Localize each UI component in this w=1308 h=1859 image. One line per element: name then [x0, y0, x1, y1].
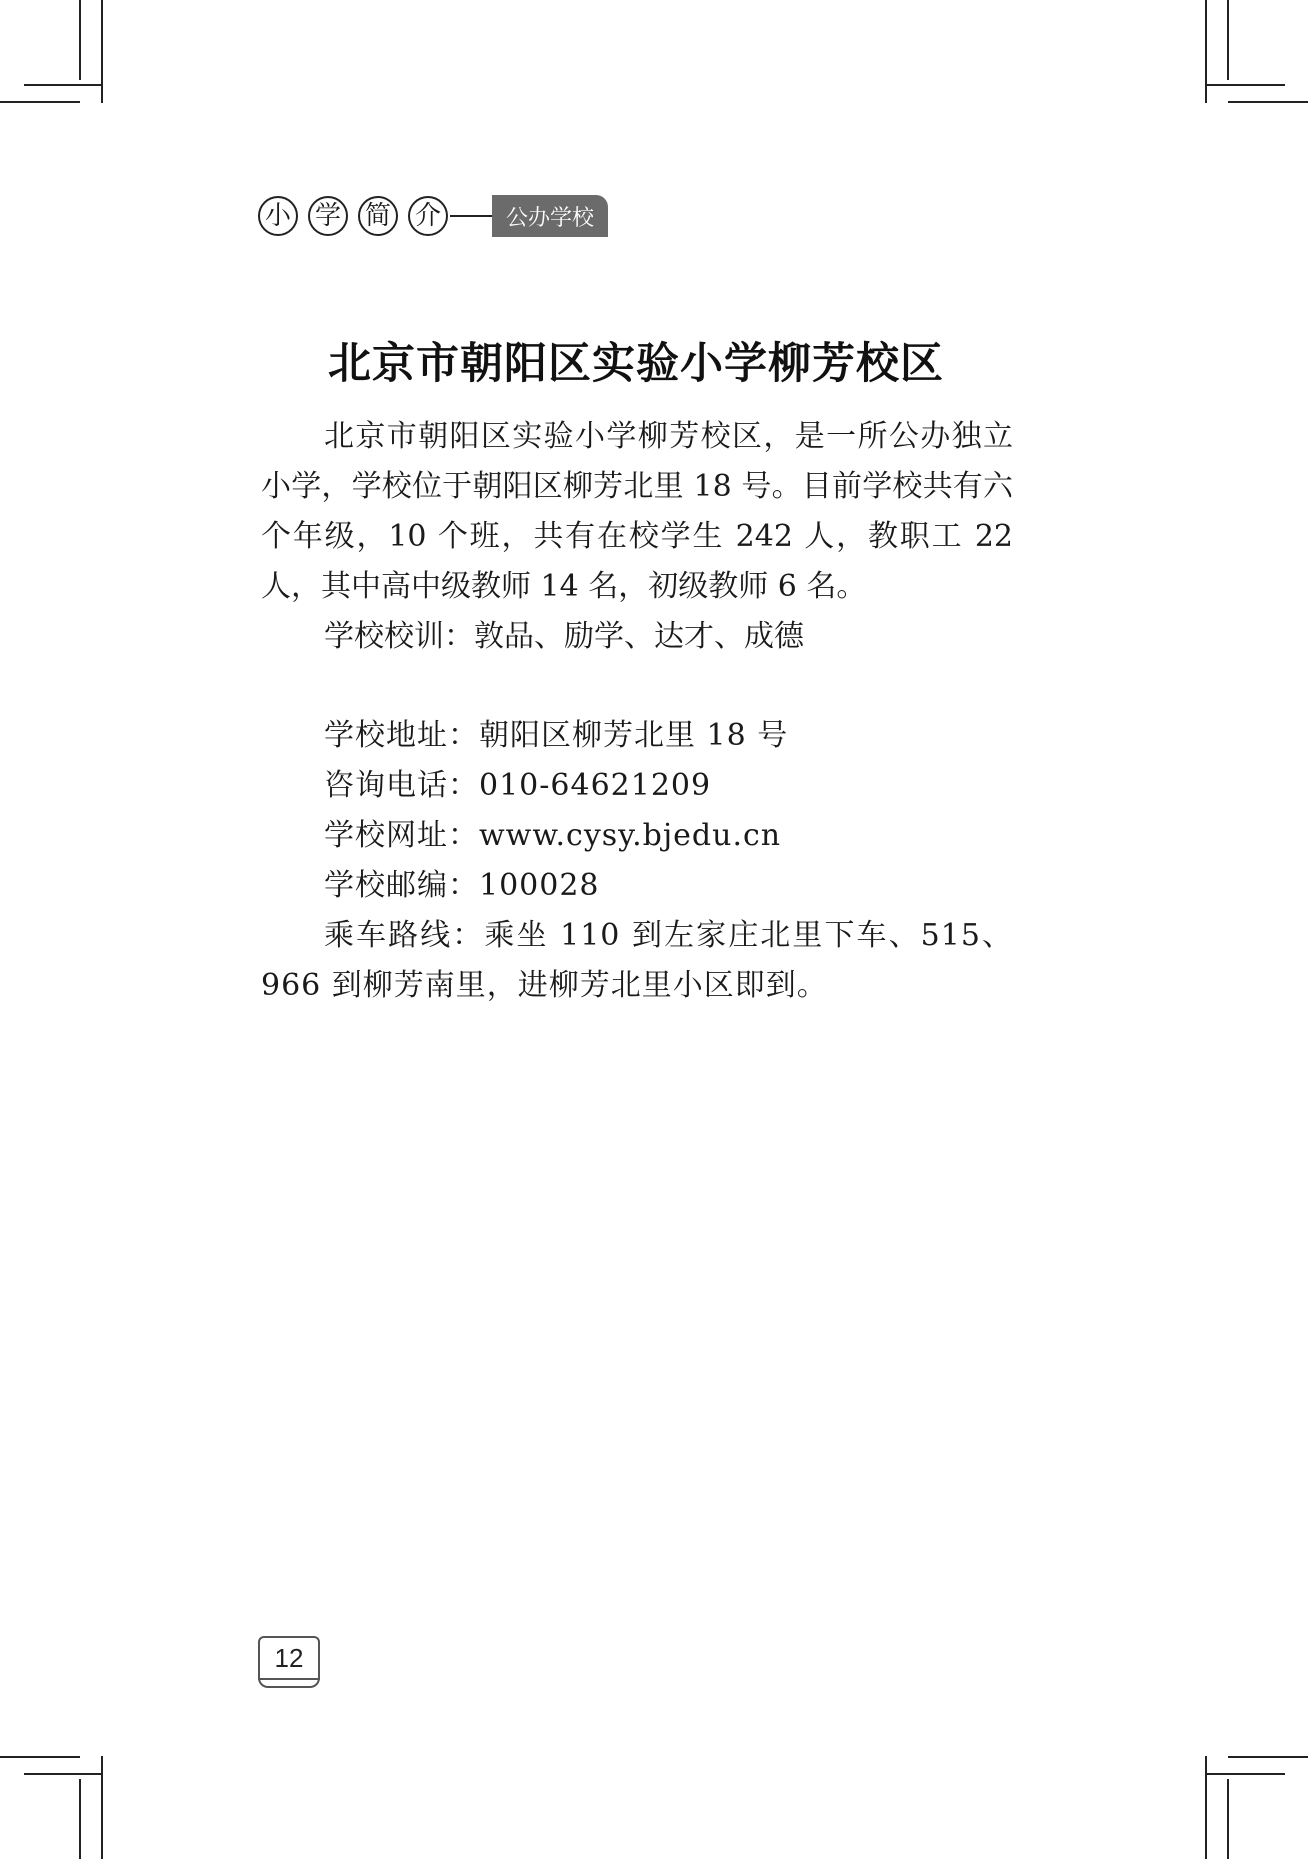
page-number: 12: [258, 1636, 320, 1680]
crop-mark-bottom-right-v: [1205, 1756, 1207, 1859]
article-body: [261, 412, 1013, 1011]
crop-mark-top-right-v2: [1227, 0, 1229, 80]
info-postcode: 学校邮编：100028: [324, 868, 600, 903]
spacer: [261, 662, 1013, 711]
crop-mark-top-right-h2: [1228, 101, 1308, 103]
crop-mark-top-left-h2: [0, 101, 80, 103]
crop-mark-top-right-h: [1205, 84, 1285, 86]
page-number-badge: [258, 1636, 320, 1688]
header-category-tag: 公办学校: [492, 195, 608, 237]
info-phone: 咨询电话：010-64621209: [324, 768, 712, 803]
header-char: 小: [258, 196, 298, 236]
header-char: 介: [408, 196, 448, 236]
header-char: 学: [308, 196, 348, 236]
intro-paragraph: 北京市朝阳区实验小学柳芳校区，是一所公办独立小学，学校位于朝阳区柳芳北里 18 号。目前学校共有六个年级，10 个班，共有在校学生 242 人，教职工 22 人，其中高中级教师 14 名，初级教师 6 名。: [261, 419, 1013, 604]
crop-mark-bottom-right-h: [1205, 1773, 1285, 1775]
crop-mark-top-left-v2: [79, 0, 81, 80]
info-bus-route: 乘车路线：乘坐 110 到左家庄北里下车、515、966 到柳芳南里，进柳芳北里小区即到。: [261, 918, 1013, 1003]
crop-mark-bottom-left-v2: [79, 1779, 81, 1859]
crop-mark-bottom-left-h: [24, 1773, 103, 1775]
crop-mark-bottom-left-h2: [0, 1756, 80, 1758]
crop-mark-top-left-h: [24, 84, 103, 86]
header-char: 简: [358, 196, 398, 236]
crop-mark-top-right-v: [1205, 0, 1207, 103]
crop-mark-bottom-right-h2: [1228, 1756, 1308, 1758]
page-title: 北京市朝阳区实验小学柳芳校区: [328, 339, 944, 389]
section-header: [258, 193, 608, 239]
header-connector-line: [450, 215, 492, 217]
crop-mark-bottom-right-v2: [1227, 1779, 1229, 1859]
crop-mark-top-left-v: [101, 0, 103, 103]
crop-mark-bottom-left-v: [101, 1756, 103, 1859]
info-website: 学校网址：www.cysy.bjedu.cn: [324, 818, 782, 853]
motto-paragraph: 学校校训：敦品、励学、达才、成德: [324, 619, 804, 654]
info-address: 学校地址：朝阳区柳芳北里 18 号: [324, 718, 789, 753]
book-icon: [258, 1678, 320, 1688]
